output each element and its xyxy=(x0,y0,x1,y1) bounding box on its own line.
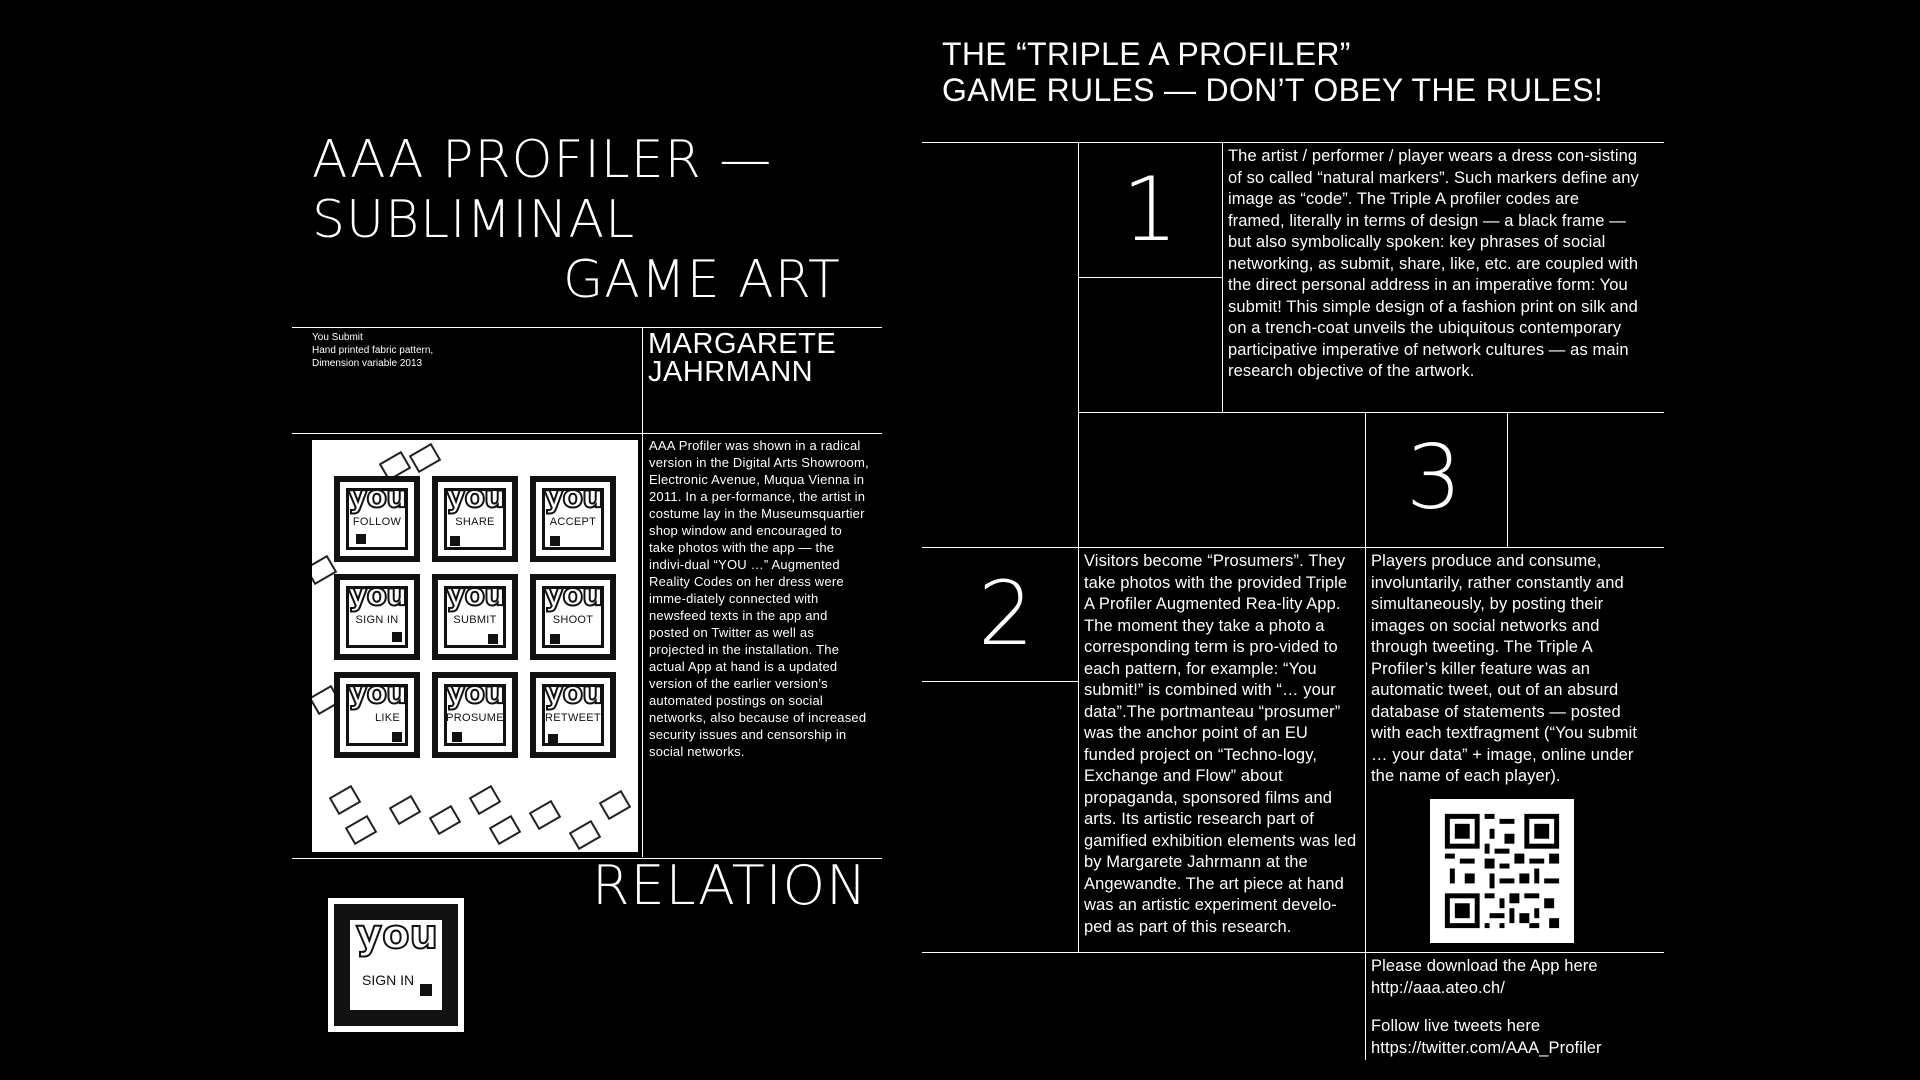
tile-label: SIGN IN xyxy=(355,614,399,626)
tile-marker-square xyxy=(356,534,366,544)
rule-number-3: 3 xyxy=(1406,426,1462,529)
qr-code-graphic xyxy=(1430,799,1574,943)
tile-label: SHOOT xyxy=(552,614,594,626)
qr-code-image xyxy=(1430,799,1574,943)
tile-marker-square xyxy=(452,732,462,742)
tile-you-word: you xyxy=(348,676,407,711)
artwork-caption xyxy=(312,331,433,370)
page-title-line-1: AAA PROFILER — xyxy=(312,130,773,190)
tile-marker-square xyxy=(392,632,402,642)
pattern-tile xyxy=(432,672,518,758)
divider xyxy=(292,433,882,434)
sample-code-image xyxy=(328,898,464,1032)
pattern-tile xyxy=(530,672,616,758)
pattern-tile xyxy=(334,574,420,660)
tile-you-word: you xyxy=(446,480,505,515)
pattern-tile xyxy=(530,476,616,562)
tile-you-word: you xyxy=(544,676,603,711)
caption-dimension: Dimension variable 2013 xyxy=(312,358,423,369)
pattern-scrap xyxy=(569,820,602,850)
artwork-description: AAA Profiler was shown in a radical version in the Digital Arts Showroom, Electronic Avenue, Muqua Vienna in 2011. In a per-formance, the artist in costume lay in the Museumsquartier shop window and encouraged to take photos with the app — the indivi-dual “YOU …” Augmented Reality Codes on her dress were imme-diately connected with newsfeed texts in the app and posted on Twitter as well as projected in the installation. The actual App at hand is a updated version of the earlier version’s automated postings on social networks, also because of increased security issues and censorship in social networks. xyxy=(649,438,869,759)
grid-line xyxy=(922,547,1664,548)
tile-you-word: you xyxy=(348,480,407,515)
rules-title-line-2: GAME RULES — DON’T OBEY THE RULES! xyxy=(942,72,1604,108)
tile-you-word: you xyxy=(348,578,407,613)
grid-line xyxy=(1222,142,1223,412)
follow-link[interactable]: https://twitter.com/AAA_Profiler xyxy=(1371,1038,1602,1057)
tile-marker-square xyxy=(548,734,558,744)
fabric-pattern-image xyxy=(312,440,638,852)
pattern-tile xyxy=(334,672,420,758)
rule-text-1: The artist / performer / player wears a dress con-sisting of so called “natural markers”. Such markers define any image as “code”. The Triple A profiler codes are framed, literally in terms of design — a black frame — but also symbolically spoken: key phrases of social networking, as submit, share, like, etc. are coupled with the direct personal address in an imperative form: You submit! This simple design of a fashion print on silk and on a trench-coat unveils the ubiquitous contemporary participative imperative of network cultures — as main research objective of the artwork. xyxy=(1228,147,1639,380)
grid-line xyxy=(922,681,1078,682)
page-title-line-2: SUBLIMINAL xyxy=(312,190,636,250)
grid-line xyxy=(922,142,1664,143)
tile-marker-square xyxy=(550,634,560,644)
caption-title: You Submit xyxy=(312,332,363,343)
pattern-scrap xyxy=(345,815,378,845)
tile-label: SHARE xyxy=(455,516,495,528)
tile-label: PROSUME xyxy=(446,712,504,724)
tile-you-word: you xyxy=(446,578,505,613)
page-title-line-3: GAME ART xyxy=(563,250,841,310)
tile-marker-square xyxy=(392,732,402,742)
grid-line xyxy=(1078,412,1664,413)
rule-text-2: Visitors become “Prosumers”. They take photos with the provided Triple A Profiler Augmented Rea-lity App. The moment they take a photo a corresponding term is pro-vided to each pattern, for example: “You submit!” is combined with “… your data”.The portmanteau “prosumer” was the anchor point of an EU funded project on “Techno-logy, Exchange and Flow” about propaganda, sponsored films and arts. Its artistic research part of gamified exhibition elements was led by Margarete Jahrmann at the Angewandte. The art piece at hand was an artistic experiment develo-ped as part of this research. xyxy=(1084,552,1357,936)
download-link[interactable]: http://aaa.ateo.ch/ xyxy=(1371,978,1505,997)
pattern-scrap xyxy=(469,785,502,815)
sample-code-inner xyxy=(346,912,446,1014)
sample-code-you: you xyxy=(356,912,439,958)
pattern-tile xyxy=(530,574,616,660)
grid-line xyxy=(922,952,1664,953)
tile-label: SUBMIT xyxy=(453,614,497,626)
divider xyxy=(642,327,643,857)
grid-line xyxy=(1365,412,1366,1060)
pattern-tile xyxy=(334,476,420,562)
relation-label: RELATION xyxy=(592,854,868,917)
sample-code-frame xyxy=(334,904,458,1026)
tile-you-word: you xyxy=(446,676,505,711)
rules-title xyxy=(942,36,1603,108)
tile-label: FOLLOW xyxy=(352,516,402,528)
tile-label: LIKE xyxy=(374,712,400,724)
rules-title-line-1: THE “TRIPLE A PROFILER” xyxy=(942,36,1351,72)
pattern-tile xyxy=(432,476,518,562)
pattern-scrap xyxy=(429,805,462,835)
author-first-name: MARGARETE xyxy=(648,328,837,360)
tile-marker-square xyxy=(488,634,498,644)
tile-label: ACCEPT xyxy=(549,516,597,528)
grid-line xyxy=(1507,412,1508,547)
tile-you-word: you xyxy=(544,480,603,515)
download-block xyxy=(1371,956,1661,1059)
grid-line xyxy=(1078,277,1222,278)
follow-label: Follow live tweets here xyxy=(1371,1017,1541,1035)
tile-label: RETWEET xyxy=(545,712,601,724)
tile-marker-square xyxy=(450,536,460,546)
pattern-tile xyxy=(432,574,518,660)
sample-code-marker xyxy=(420,984,432,996)
sample-code-word: SIGN IN xyxy=(362,972,415,988)
pattern-scrap xyxy=(329,785,362,815)
author-last-name: JAHRMANN xyxy=(648,356,814,388)
rule-number-1: 1 xyxy=(1122,158,1178,261)
rule-text-3: Players produce and consume, involuntarily, rather constantly and simultaneously, by posting their images on social networks and through tweeting. The Triple A Profiler’s killer feature was an automatic tweet, out of an absurd database of statements — posted with each textfragment (“You submit … your data” + image, online under the name of each player). xyxy=(1371,552,1638,785)
tile-you-word: you xyxy=(544,578,603,613)
pattern-scrap xyxy=(489,815,522,845)
pattern-scrap xyxy=(599,790,632,820)
author-name xyxy=(648,330,836,386)
pattern-scrap xyxy=(389,795,422,825)
tile-marker-square xyxy=(550,536,560,546)
caption-medium: Hand printed fabric pattern, xyxy=(312,345,434,356)
pattern-scrap xyxy=(409,443,442,473)
download-label: Please download the App here xyxy=(1371,957,1598,975)
rule-number-2: 2 xyxy=(978,562,1034,665)
pattern-scrap xyxy=(529,800,562,830)
